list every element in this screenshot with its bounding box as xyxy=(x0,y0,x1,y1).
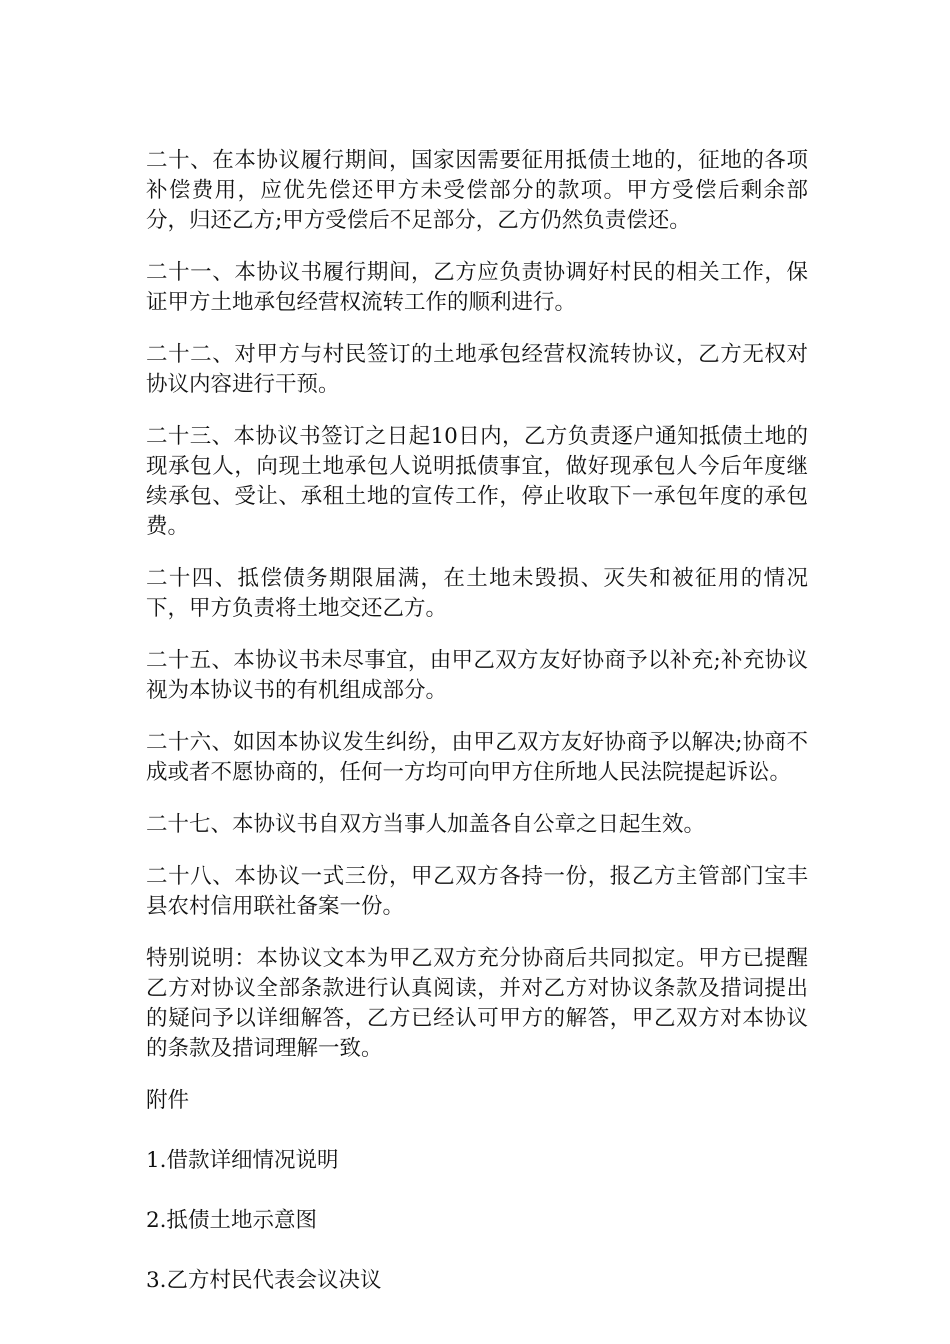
attachments-heading: 附件 xyxy=(146,1088,190,1113)
clause-22: 二十二、对甲方与村民签订的土地承包经营权流转协议，乙方无权对协议内容进行干预。 xyxy=(146,342,808,397)
clause-25: 二十五、本协议书未尽事宜，由甲乙双方友好协商予以补充;补充协议视为本协议书的有机组成部分。 xyxy=(146,648,808,703)
special-note: 特别说明：本协议文本为甲乙双方充分协商后共同拟定。甲方已提醒乙方对协议全部条款进行认真阅读，并对乙方对协议条款及措词提出的疑问予以详细解答，乙方已经认可甲方的解答，甲乙双方对本协议的条款及措词理解一致。 xyxy=(146,946,808,1061)
attachment-item-3: 3.乙方村民代表会议决议 xyxy=(146,1268,382,1293)
clause-27: 二十七、本协议书自双方当事人加盖各自公章之日起生效。 xyxy=(146,812,706,837)
clause-28: 二十八、本协议一式三份，甲乙双方各持一份，报乙方主管部门宝丰县农村信用联社备案一份。 xyxy=(146,864,808,919)
document-body xyxy=(146,146,808,1326)
clause-21: 二十一、本协议书履行期间，乙方应负责协调好村民的相关工作，保证甲方土地承包经营权流转工作的顺利进行。 xyxy=(146,260,808,315)
attachment-item-2: 2.抵债土地示意图 xyxy=(146,1208,318,1233)
clause-23: 二十三、本协议书签订之日起10日内，乙方负责逐户通知抵债土地的现承包人，向现土地承包人说明抵债事宜，做好现承包人今后年度继续承包、受让、承租土地的宣传工作，停止收取下一承包年度的承包费。 xyxy=(146,424,808,539)
attachment-item-1: 1.借款详细情况说明 xyxy=(146,1148,339,1173)
clause-20: 二十、在本协议履行期间，国家因需要征用抵债土地的，征地的各项补偿费用，应优先偿还甲方未受偿部分的款项。甲方受偿后剩余部分，归还乙方;甲方受偿后不足部分，乙方仍然负责偿还。 xyxy=(146,148,808,233)
clause-24: 二十四、抵偿债务期限届满，在土地未毁损、灭失和被征用的情况下，甲方负责将土地交还乙方。 xyxy=(146,566,808,621)
clause-26: 二十六、如因本协议发生纠纷，由甲乙双方友好协商予以解决;协商不成或者不愿协商的，任何一方均可向甲方住所地人民法院提起诉讼。 xyxy=(146,730,808,785)
